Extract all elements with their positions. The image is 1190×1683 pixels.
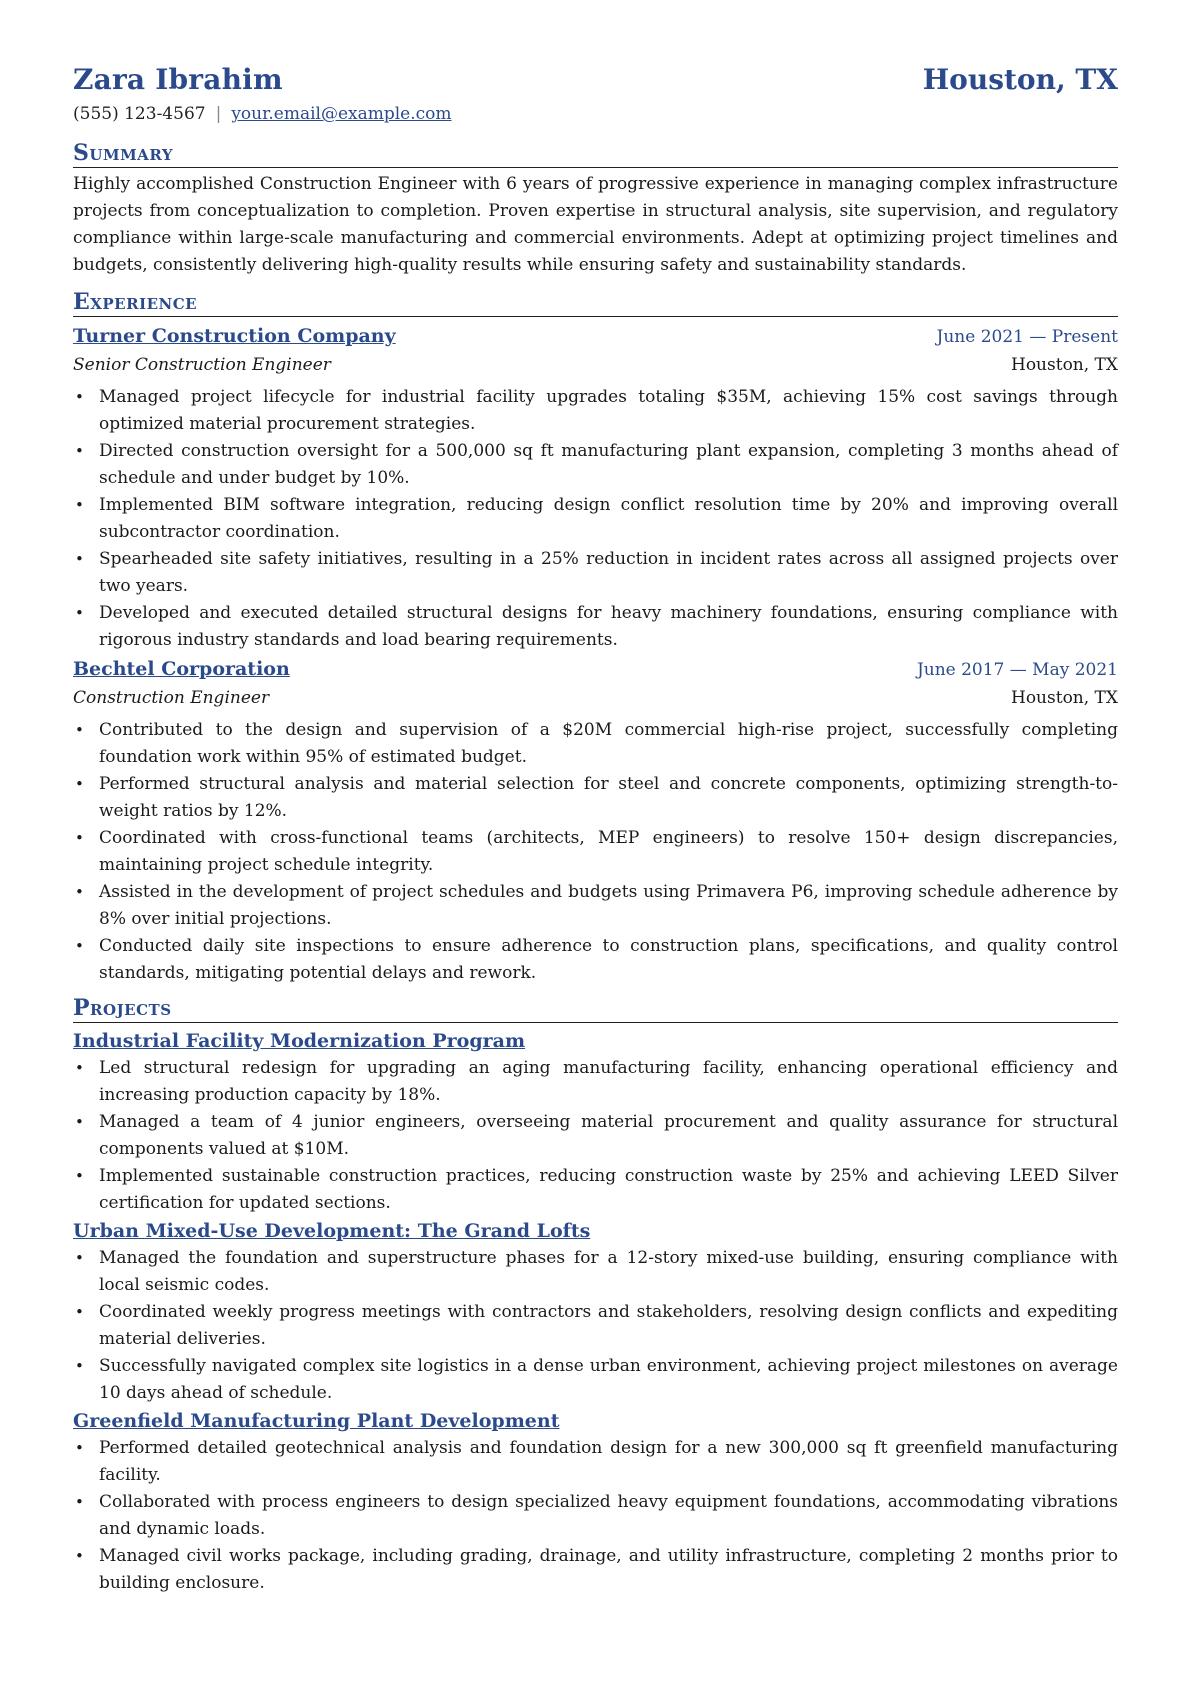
bullet-item: • Conducted daily site inspections to ensure adherence to construction plans, specifications, and quality control standards, mitigating potential delays and rework.	[99, 933, 1118, 987]
bullet-item: • Contributed to the design and supervision of a $20M commercial high-rise project, successfully completing foundation work within 95% of estimated budget.	[99, 717, 1118, 771]
bullet-item: • Coordinated weekly progress meetings with contractors and stakeholders, resolving design conflicts and expediting material deliveries.	[99, 1299, 1118, 1353]
resume-page	[73, 62, 1118, 1597]
bullet-item: • Performed structural analysis and material selection for steel and concrete components, optimizing strength-to-weight ratios by 12%.	[99, 771, 1118, 825]
company-name[interactable]: Turner Construction Company	[73, 325, 396, 347]
job-role: Senior Construction Engineer	[73, 355, 331, 375]
project-bullets	[73, 1055, 1118, 1217]
bullet-item: • Managed civil works package, including grading, drainage, and utility infrastructure, completing 2 months prior to building enclosure.	[99, 1543, 1118, 1597]
job-bullets	[73, 384, 1118, 654]
bullet-item: • Successfully navigated complex site logistics in a dense urban environment, achieving project milestones on average 10 days ahead of schedule.	[99, 1353, 1118, 1407]
contact-line	[73, 102, 1118, 126]
bullet-item: • Led structural redesign for upgrading an aging manufacturing facility, enhancing operational efficiency and increasing production capacity by 18%.	[99, 1055, 1118, 1109]
bullet-item: • Managed a team of 4 junior engineers, overseeing material procurement and quality assurance for structural components valued at $10M.	[99, 1109, 1118, 1163]
email-link[interactable]: your.email@example.com	[231, 104, 452, 124]
section-title-experience: Experience	[73, 289, 1118, 317]
bullet-item: • Performed detailed geotechnical analysis and foundation design for a new 300,000 sq ft greenfield manufacturing facility.	[99, 1435, 1118, 1489]
project-title[interactable]: Urban Mixed-Use Development: The Grand Lofts	[73, 1220, 591, 1242]
resume-header	[73, 62, 1118, 98]
bullet-item: • Coordinated with cross-functional teams (architects, MEP engineers) to resolve 150+ design discrepancies, maintaining project schedule integrity.	[99, 825, 1118, 879]
job-dates: June 2021 — Present	[936, 327, 1118, 347]
project-bullets	[73, 1435, 1118, 1597]
bullet-item: • Managed the foundation and superstructure phases for a 12-story mixed-use building, ensuring compliance with local seismic codes.	[99, 1245, 1118, 1299]
job-entry	[73, 654, 1118, 987]
bullet-item: • Assisted in the development of project schedules and budgets using Primavera P6, improving schedule adherence by 8% over initial projections.	[99, 879, 1118, 933]
bullet-item: • Implemented sustainable construction practices, reducing construction waste by 25% and achieving LEED Silver certification for updated sections.	[99, 1163, 1118, 1217]
bullet-item: • Collaborated with process engineers to design specialized heavy equipment foundations, accommodating vibrations and dynamic loads.	[99, 1489, 1118, 1543]
project-entry	[73, 1027, 1118, 1217]
project-bullets	[73, 1245, 1118, 1407]
candidate-location: Houston, TX	[922, 63, 1118, 96]
phone-number: (555) 123-4567	[73, 104, 206, 124]
bullet-item: • Directed construction oversight for a 500,000 sq ft manufacturing plant expansion, completing 3 months ahead of schedule and under budget by 10%.	[99, 438, 1118, 492]
bullet-item: • Managed project lifecycle for industrial facility upgrades totaling $35M, achieving 15% cost savings through optimized material procurement strategies.	[99, 384, 1118, 438]
job-location: Houston, TX	[1011, 688, 1118, 708]
bullet-item: • Developed and executed detailed structural designs for heavy machinery foundations, ensuring compliance with rigorous industry standards and load bearing requirements.	[99, 600, 1118, 654]
section-title-projects: Projects	[73, 995, 1118, 1023]
job-bullets	[73, 717, 1118, 987]
job-dates: June 2017 — May 2021	[916, 660, 1118, 680]
project-entry	[73, 1407, 1118, 1597]
summary-text: Highly accomplished Construction Engineer with 6 years of progressive experience in managing complex infrastructure projects from conceptualization to completion. Proven expertise in structural analysis, site supervision, and regulatory compliance within large-scale manufacturing and commercial environments. Adept at optimizing project timelines and budgets, consistently delivering high-quality results while ensuring safety and sustainability standards.	[73, 174, 1118, 275]
contact-separator: |	[215, 104, 222, 124]
company-name[interactable]: Bechtel Corporation	[73, 658, 290, 680]
section-title-summary: Summary	[73, 140, 1118, 168]
project-title[interactable]: Industrial Facility Modernization Program	[73, 1030, 526, 1052]
project-title[interactable]: Greenfield Manufacturing Plant Development	[73, 1410, 560, 1432]
bullet-item: • Spearheaded site safety initiatives, resulting in a 25% reduction in incident rates across all assigned projects over two years.	[99, 546, 1118, 600]
job-role: Construction Engineer	[73, 688, 270, 708]
job-entry	[73, 321, 1118, 654]
project-entry	[73, 1217, 1118, 1407]
bullet-item: • Implemented BIM software integration, reducing design conflict resolution time by 20% and improving overall subcontractor coordination.	[99, 492, 1118, 546]
candidate-name: Zara Ibrahim	[73, 63, 283, 96]
job-location: Houston, TX	[1011, 355, 1118, 375]
